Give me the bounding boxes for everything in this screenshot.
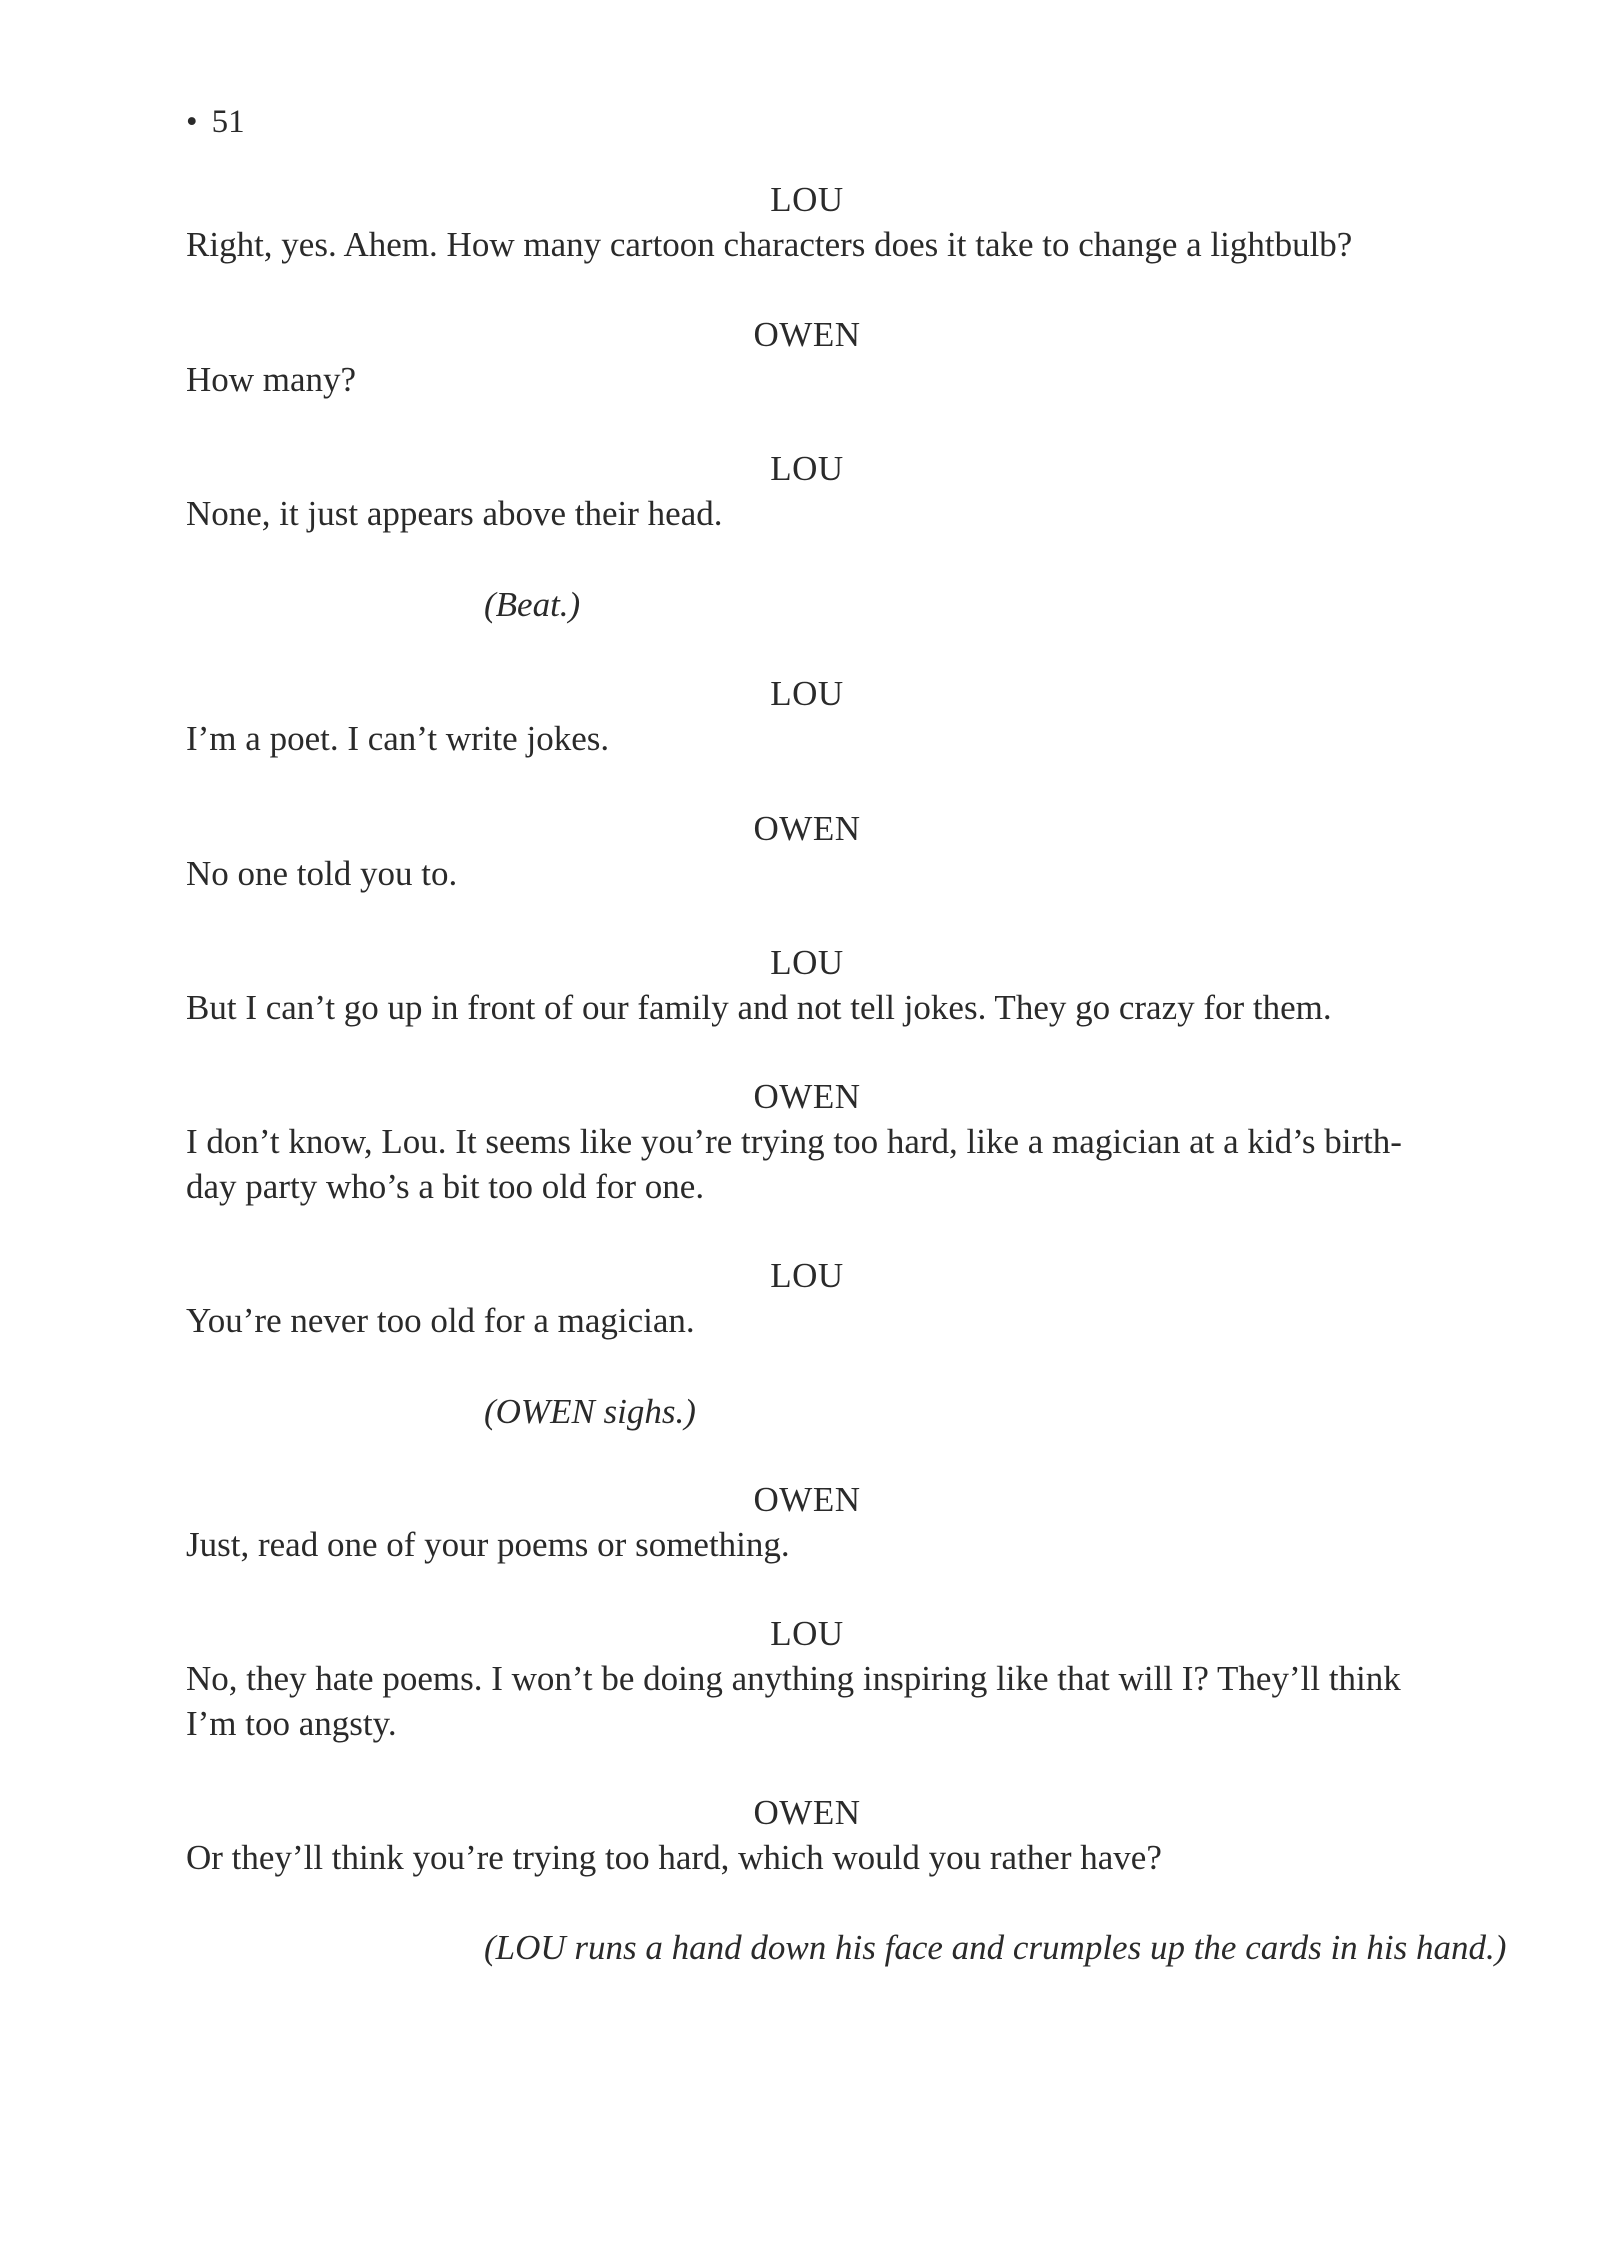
- speaker-name: LOU: [770, 180, 844, 219]
- dialogue-line: Right, yes. Ahem. How many cartoon characters does it take to change a lightbulb?: [186, 225, 1353, 264]
- dialogue-line: Just, read one of your poems or something.: [186, 1525, 790, 1564]
- dialogue-line: Or they’ll think you’re trying too hard, which would you rather have?: [186, 1838, 1162, 1877]
- speaker-name: LOU: [770, 449, 844, 488]
- dialogue-line: I’m a poet. I can’t write jokes.: [186, 719, 610, 758]
- speaker-name: OWEN: [753, 315, 861, 354]
- page-number-bullet: •: [186, 104, 198, 140]
- speaker-name: OWEN: [753, 809, 861, 848]
- dialogue-line: But I can’t go up in front of our family and not tell jokes. They go crazy for them.: [186, 988, 1332, 1027]
- page-number-value: 51: [211, 104, 245, 140]
- dialogue-line: day party who’s a bit too old for one.: [186, 1167, 705, 1206]
- stage-direction: (LOU runs a hand down his face and crumples up the cards in his hand.): [484, 1928, 1507, 1967]
- speaker-name: OWEN: [753, 1793, 861, 1832]
- dialogue-line: No one told you to.: [186, 854, 458, 893]
- dialogue-line: I don’t know, Lou. It seems like you’re trying too hard, like a magician at a kid’s birth-: [186, 1122, 1402, 1161]
- dialogue-line: You’re never too old for a magician.: [186, 1301, 695, 1340]
- speaker-name: LOU: [770, 1256, 844, 1295]
- dialogue-line: How many?: [186, 360, 357, 399]
- speaker-name: OWEN: [753, 1480, 861, 1519]
- speaker-name: OWEN: [753, 1077, 861, 1116]
- dialogue-line: None, it just appears above their head.: [186, 494, 723, 533]
- speaker-name: LOU: [770, 674, 844, 713]
- stage-direction: (OWEN sighs.): [484, 1392, 696, 1431]
- dialogue-line: I’m too angsty.: [186, 1704, 397, 1743]
- speaker-name: LOU: [770, 1614, 844, 1653]
- speaker-name: LOU: [770, 943, 844, 982]
- stage-direction: (Beat.): [484, 585, 581, 624]
- dialogue-line: No, they hate poems. I won’t be doing anything inspiring like that will I? They’ll think: [186, 1659, 1401, 1698]
